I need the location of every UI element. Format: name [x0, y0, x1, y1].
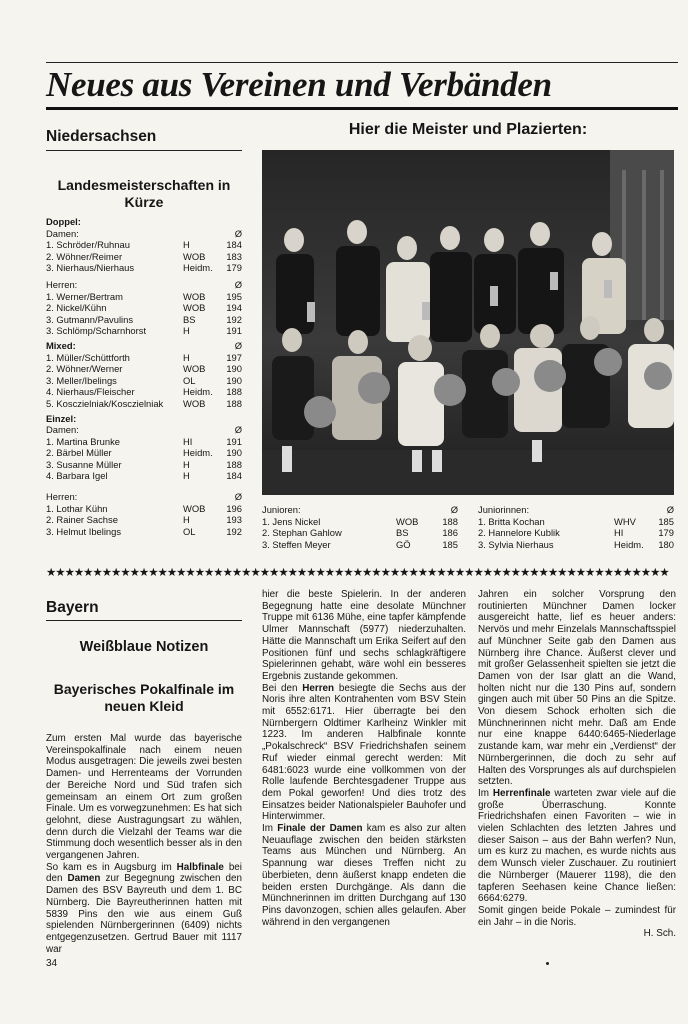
table-row: 1. Martina Brunke HI 191: [46, 435, 242, 447]
page-number: 34: [46, 958, 58, 969]
table-row: 2. Wöhner/Werner WOB 190: [46, 363, 242, 375]
paragraph: Im Finale der Damen kam es also zur alten Neuauflage zwischen den beiden stärksten Teams aus München und Nürnberg. An Spannung war dieses Treffen nicht zu überbieten, denn äußerst knapp endeten die beiden ersten Durchgänge. Als dann die Münchnerinnen im dritten Durchgang auf 130 Pins davonzogen, schien alles gelaufen. Aber während in den vergangenen: [262, 823, 466, 928]
table-header: Damen: Ø: [46, 424, 242, 436]
section-rule: [46, 620, 242, 621]
table-row: 1. Lothar Kühn WOB 196: [46, 502, 242, 514]
table-row: 1. Müller/Schüttforth H 197: [46, 351, 242, 363]
paragraph: Jahren ein solcher Vorsprung den routinierten Münchner Damen locker ausgereicht hatte, lief es heuer anders: Nervös und mehr Einzelals Mannschaftsspiel auf Münchner Seite gab den Damen aus Nürnberg ihre Chance. Äußerst clever und mit großer Gelassenheit spielten sie jetzt die Damen von der Isar glatt an die Wand, holten nicht nur die 130 Pins auf, sondern gingen auch mit über 50 Pins an die Spitze. Von diesem Schock erholten sich die Münchnerinnen nicht mehr. Daß am Ende nur eine knappe 6440:6465-Niederlage zustande kam, war mehr ein „Verdienst“ der Nürnbergerinnen, die doch zu sehr auf Halten des Vorsprunges als auf durchspielen setzten.: [478, 589, 676, 788]
paragraph: Im Herrenfinale warteten zwar viele auf die große Überraschung. Konnte Friedrichshafen einen Favoriten – wie in vielen Schlachten des letzten Jahres und dieser Saison – aus der Bahn werfen? Nun, um es kurz zu machen, es wurde nichts aus dem Wunsch vieler Zuschauer. Zu routiniert die Nürnberger (Mauerer 1198), die den tapferen Seehasen keine Chance ließen: 6664:6279.: [478, 787, 676, 905]
table-header: Herren: Ø: [46, 491, 242, 503]
paragraph: Somit gingen beide Pokale – zumindest für ein Jahr – in die Noris.: [478, 904, 676, 928]
table-row: 2. Stephan Gahlow BS 186: [262, 527, 458, 539]
table-row: 2. Rainer Sachse H 193: [46, 514, 242, 526]
table-row: 4. Barbara Igel H 184: [46, 470, 242, 482]
table-row: 5. Kosczielniak/Kosczielniak WOB 188: [46, 397, 242, 409]
article-column-3: [478, 589, 676, 940]
table-header: Junioren: Ø: [262, 504, 458, 515]
table-row: 3. Susanne Müller H 188: [46, 458, 242, 470]
table-row: 2. Nickel/Kühn WOB 194: [46, 302, 242, 314]
table-row: 1. Britta Kochan WHV 185: [478, 515, 674, 527]
table-row: 1. Jens Nickel WOB 188: [262, 515, 458, 527]
niedersachsen-headline: Landesmeisterschaften in Kürze: [57, 177, 231, 210]
section-rule: [46, 150, 242, 151]
table-row: 3. Steffen Meyer GÖ 185: [262, 538, 458, 550]
meister-headline: Hier die Meister und Plazierten:: [348, 121, 588, 138]
table-header: Damen: Ø: [46, 227, 242, 239]
table-row: 3. Helmut Ibelings OL 192: [46, 525, 242, 537]
author-signature: H. Sch.: [643, 928, 676, 940]
niedersachsen-section-title: Niedersachsen: [46, 128, 157, 145]
article-column-1: [46, 733, 242, 955]
paragraph: Bei den Herren besiegte die Sechs aus der Noris ihre alten Kontrahenten vom BSV Stein mit 6552:6171. Hier überragte bei den Nürnbergern Oldtimer Karlheinz Winkler mit 1223. Im anderen Halbfinale konnte „Pokalschreck“ BSV Friedrichshafen seinem Ruf wieder einmal gerecht werden: Mit 6481:6023 wurde eine vollkommen von der Rolle laufende Berchtesgadener Truppe aus dem Pokal geworfen! Und dies trotz des Einsatzes beider Nationalspieler Bauhofer und Hinterwimmer.: [262, 682, 466, 823]
paragraph: Zum ersten Mal wurde das bayerische Vereinspokalfinale nach einem neuen Modus ausgetragen: Die jeweils zwei besten Damen- und Herrenteams der Vorrunden der Bereiche Nord und Süd trafen sich gemeinsam an einem Ort zum großen Finale. Um es vorwegzunehmen: Es hat sich gelohnt, diese Austragungsart zu wählen, denn durch die Vielzahl der Teams war die Stimmung doch wesentlich besser als in den vergangenen Jahren.: [46, 733, 242, 862]
results-table: [46, 216, 242, 537]
masthead: [46, 62, 678, 110]
doppel-heading: Doppel:: [46, 216, 81, 227]
table-row: 2. Wöhner/Reimer WOB 183: [46, 250, 242, 262]
table-row: 3. Schlömp/Scharnhorst H 191: [46, 325, 242, 337]
juniorinnen-table: [478, 504, 674, 550]
table-row: 3. Sylvia Nierhaus Heidm. 180: [478, 538, 674, 550]
table-header: Mixed: Ø: [46, 339, 242, 351]
table-row: 1. Werner/Bertram WOB 195: [46, 290, 242, 302]
table-row: 3. Meller/Ibelings OL 190: [46, 374, 242, 386]
paragraph: hier die beste Spielerin. In der anderen Begegnung hatte eine desolate Münchner Truppe mit 6136 Mühe, eine tapfer kämpfende Ulmer Mannschaft (5977) niederzuhalten. Hätte die Mannschaft um Erika Seifert auf den Positionen fünf und sechs schlagkräftigere Spielerinnen gehabt, wäre wohl ein besseres Ergebnis zustande gekommen.: [262, 589, 466, 682]
masthead-title: Neues aus Vereinen und Verbänden: [46, 65, 552, 104]
article-column-2: [262, 589, 466, 928]
bayern-headline: Weißblaue Notizen: [79, 639, 209, 655]
table-row: 2. Hannelore Kublik HI 179: [478, 527, 674, 539]
table-row: 2. Bärbel Müller Heidm. 190: [46, 447, 242, 459]
print-dot: [546, 962, 549, 965]
junioren-table: [262, 504, 458, 550]
bayern-subheadline: Bayerisches Pokalfinale im neuen Kleid: [53, 681, 235, 714]
einzel-heading: Einzel:: [46, 412, 77, 424]
table-row: 1. Schröder/Ruhnau H 184: [46, 239, 242, 251]
star-divider: ★★★★★★★★★★★★★★★★★★★★★★★★★★★★★★★★★★★★★★★★★★★★★★★★★★★★★★★★★★★★★★★★★★★: [46, 566, 669, 579]
table-row: 3. Gutmann/Pavulins BS 192: [46, 313, 242, 325]
table-header: Herren: Ø: [46, 278, 242, 290]
team-photo: [262, 150, 674, 495]
bayern-section-title: Bayern: [46, 599, 99, 616]
table-header: Juniorinnen: Ø: [478, 504, 674, 515]
paragraph: So kam es in Augsburg im Halbfinale bei den Damen zur Begegnung zwischen den Damen des BSV Bayreuth und dem 1. BC Nürnberg. Die Bayreutherinnen hatten mit 5839 Pins den wie aus einem Guß spielenden Nürnbergerinnen (6409) nichts entgegenzusetzen. Gertrud Bauer mit 1117 war: [46, 861, 242, 955]
table-row: 3. Nierhaus/Nierhaus Heidm. 179: [46, 262, 242, 274]
table-row: 4. Nierhaus/Fleischer Heidm. 188: [46, 386, 242, 398]
